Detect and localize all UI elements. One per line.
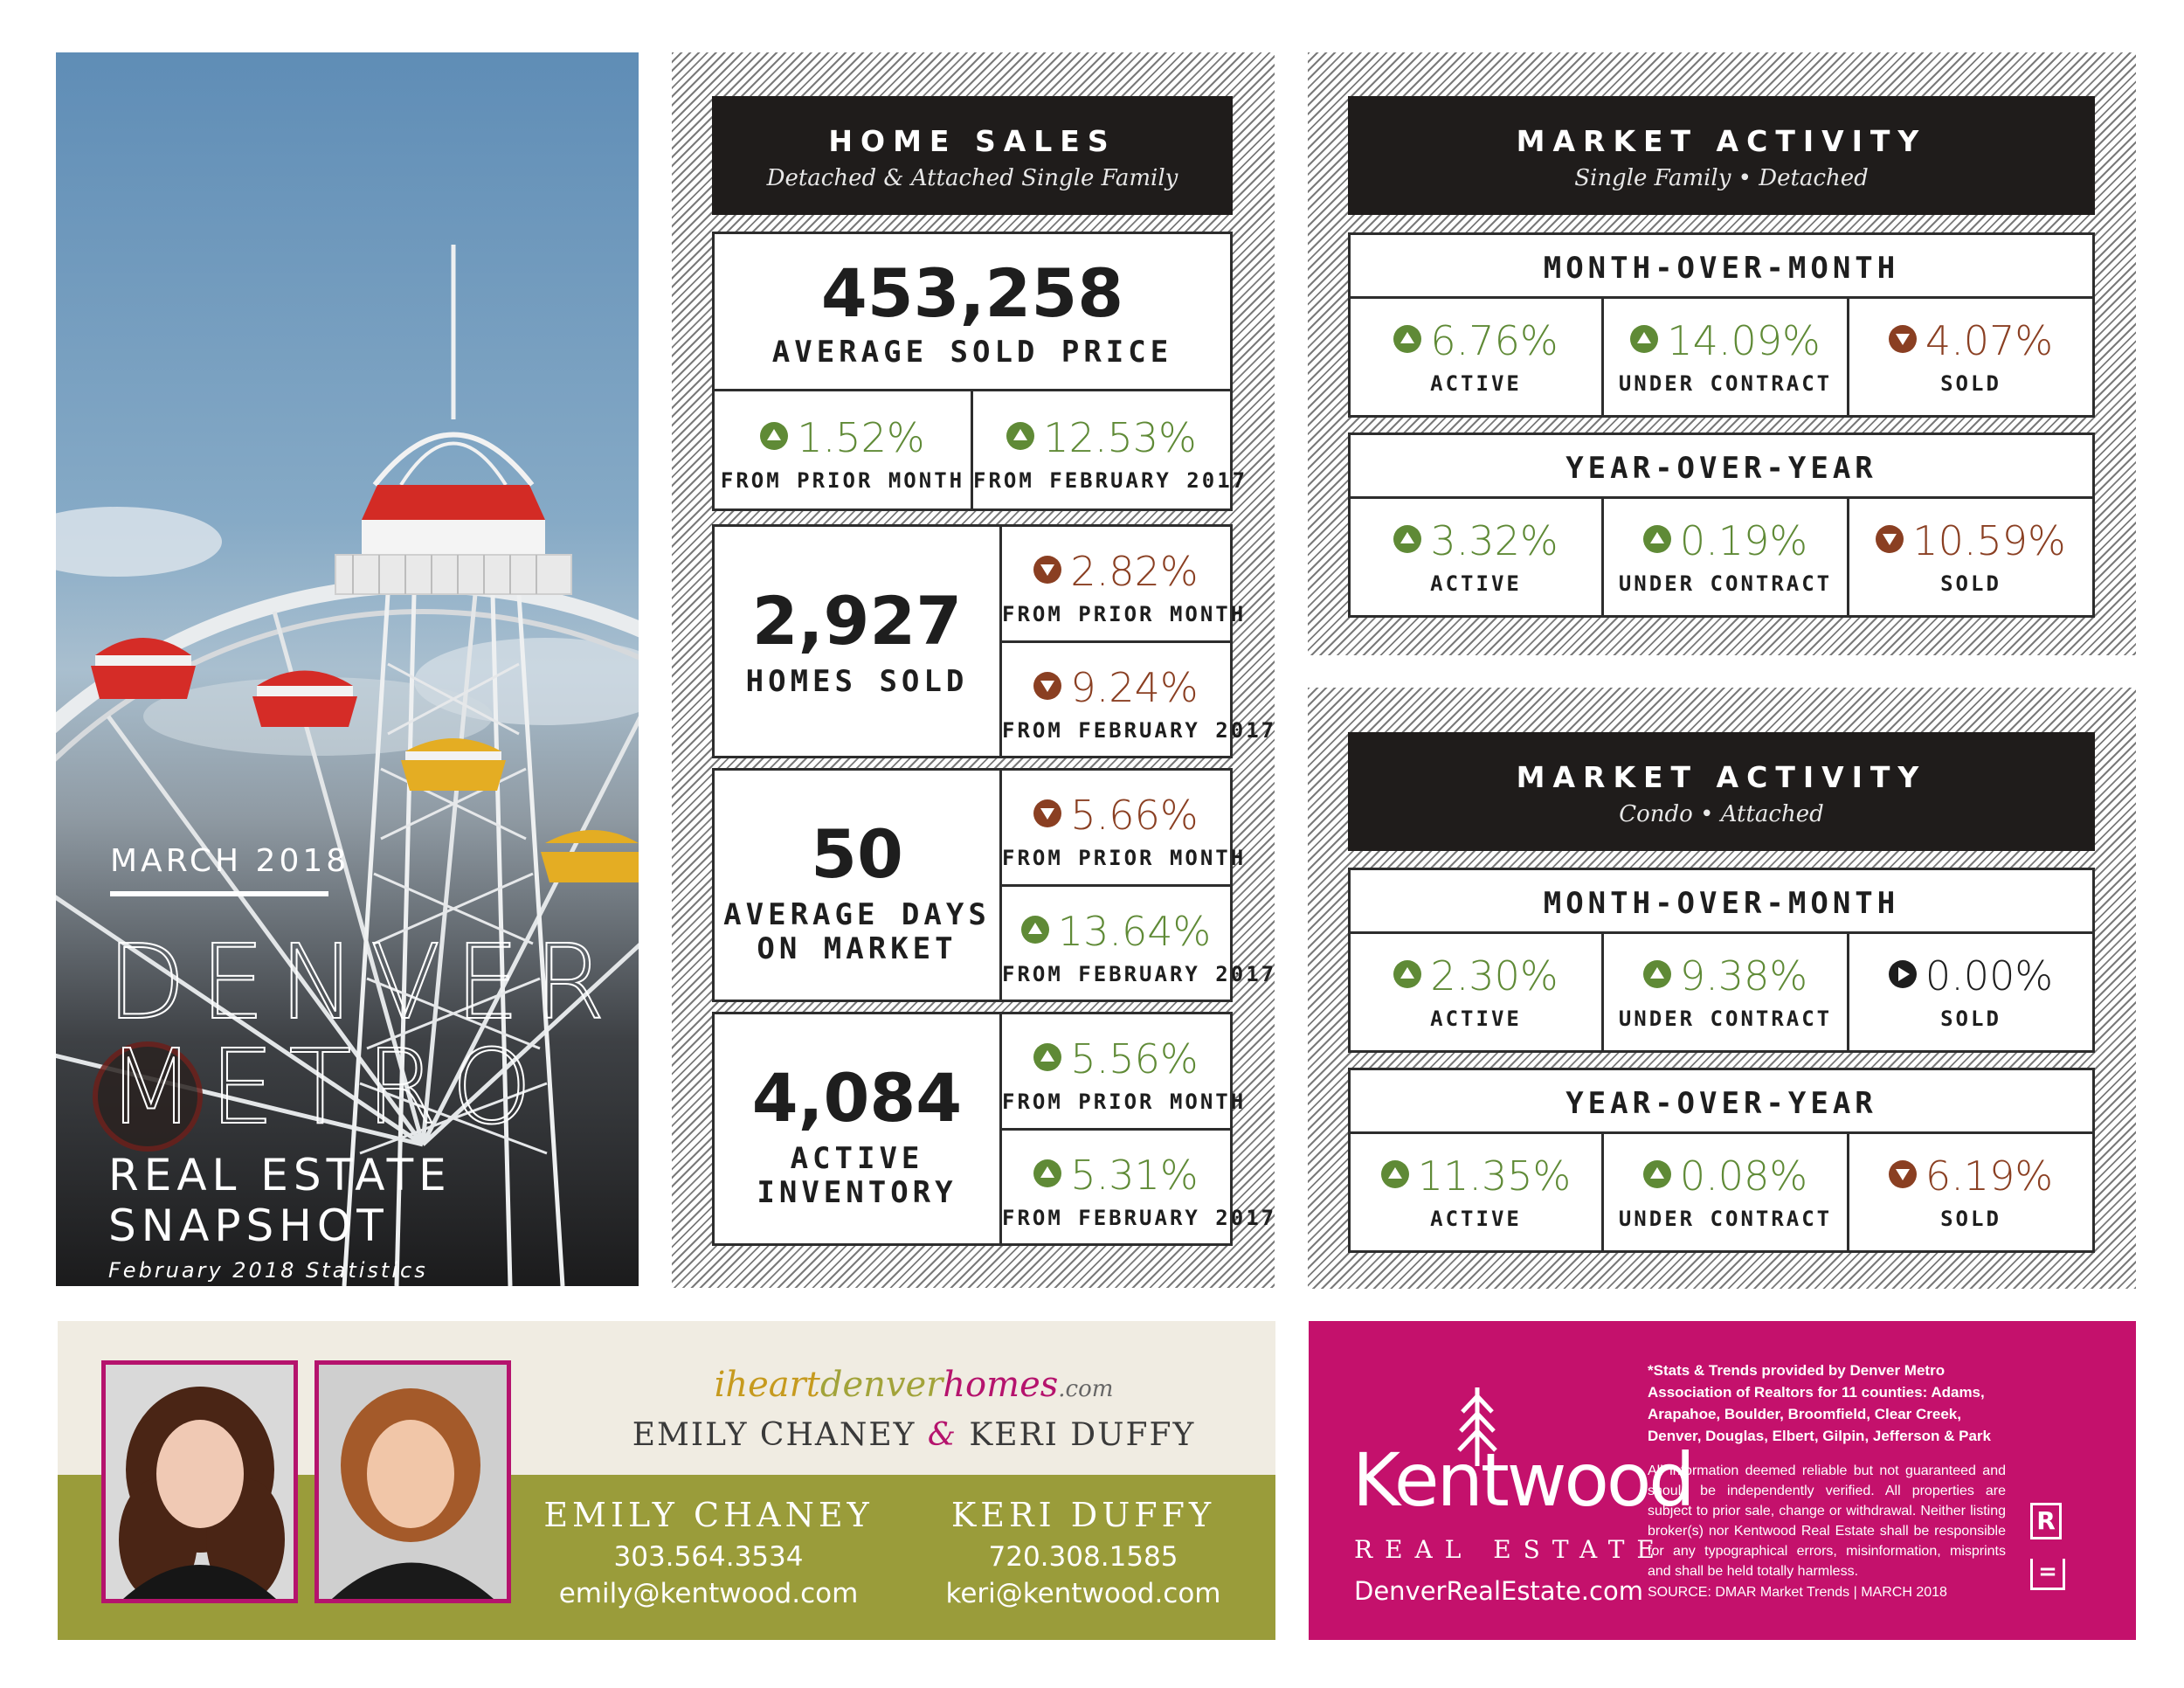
market-attached-subtitle: Condo • Attached xyxy=(1619,801,1824,827)
source-line: SOURCE: DMAR Market Trends | MARCH 2018 xyxy=(1648,1585,1947,1600)
active-inventory-mom-pct: 5.56% xyxy=(1002,1039,1230,1079)
arrow-down-icon xyxy=(1889,1160,1917,1188)
cover-title-line2: METRO xyxy=(107,1027,547,1147)
arrow-up-icon xyxy=(1033,1043,1061,1071)
cover-subtitle-line1: REAL ESTATE xyxy=(108,1150,452,1200)
keri-portrait-icon xyxy=(319,1365,507,1599)
market-attached-header xyxy=(1348,732,2095,851)
homes-sold-card xyxy=(712,524,1277,758)
keri-contact xyxy=(917,1496,1249,1609)
days-on-market-label-1: AVERAGE DAYS xyxy=(723,897,991,932)
market-detached-title: MARKET ACTIVITY xyxy=(1516,124,1927,158)
avg-price-mom-label: FROM PRIOR MONTH xyxy=(720,468,965,493)
market-attached-title: MARKET ACTIVITY xyxy=(1516,760,1927,794)
home-sales-title: HOME SALES xyxy=(828,124,1116,158)
homes-sold-mom-label: FROM PRIOR MONTH xyxy=(1002,602,1247,626)
days-on-market-label-2: ON MARKET xyxy=(757,931,957,967)
arrow-up-icon xyxy=(1006,422,1034,450)
avg-price-yoy-label: FROM FEBRUARY 2017 xyxy=(973,468,1248,493)
detached-yoy-uc-pct: 0.19% xyxy=(1604,521,1847,561)
attached-mom-uc-pct: 9.38% xyxy=(1604,956,1847,996)
attached-mom-title: MONTH-OVER-MONTH xyxy=(1543,886,1900,921)
detached-mom-active-pct: 6.76% xyxy=(1351,321,1601,361)
arrow-up-icon xyxy=(1393,525,1421,553)
attached-mom-sold-label: SOLD xyxy=(1940,1007,2001,1031)
homes-sold-yoy-pct: 9.24% xyxy=(1002,668,1230,708)
days-on-market-yoy-label: FROM FEBRUARY 2017 xyxy=(1002,962,1277,986)
arrow-up-icon xyxy=(1381,1160,1409,1188)
attached-yoy-title: YEAR-OVER-YEAR xyxy=(1565,1086,1877,1121)
attached-yoy-uc-label: UNDER CONTRACT xyxy=(1618,1207,1833,1231)
detached-yoy-sold-pct: 10.59% xyxy=(1849,521,2092,561)
detached-yoy-uc-label: UNDER CONTRACT xyxy=(1618,571,1833,596)
active-inventory-value: 4,084 xyxy=(751,1059,963,1137)
arrow-up-icon xyxy=(1643,960,1671,988)
attached-yoy-active-label: ACTIVE xyxy=(1430,1207,1522,1231)
days-on-market-value: 50 xyxy=(811,815,903,893)
cover-date: MARCH 2018 xyxy=(110,843,350,879)
active-inventory-card xyxy=(712,1012,1277,1246)
arrow-up-icon xyxy=(760,422,788,450)
arrow-down-icon xyxy=(1876,525,1904,553)
detached-yoy-active-label: ACTIVE xyxy=(1430,571,1522,596)
homes-sold-label: HOMES SOLD xyxy=(745,664,969,699)
market-detached-subtitle: Single Family • Detached xyxy=(1574,165,1869,191)
days-on-market-mom-pct: 5.66% xyxy=(1002,795,1230,835)
attached-yoy-sold-pct: 6.19% xyxy=(1849,1156,2092,1196)
days-on-market-yoy-pct: 13.64% xyxy=(1002,911,1230,951)
attached-mom-active-pct: 2.30% xyxy=(1351,956,1601,996)
active-inventory-yoy-label: FROM FEBRUARY 2017 xyxy=(1002,1206,1277,1230)
arrow-up-icon xyxy=(1643,525,1671,553)
agents-names-heading: EMILY CHANEY & KERI DUFFY xyxy=(632,1417,1196,1453)
attached-yoy-active-pct: 11.35% xyxy=(1351,1156,1601,1196)
active-inventory-label-2: INVENTORY xyxy=(757,1175,957,1211)
detached-mom-uc-label: UNDER CONTRACT xyxy=(1618,371,1833,396)
arrow-up-icon xyxy=(1393,960,1421,988)
realtor-icon: R xyxy=(2030,1503,2062,1539)
avg-price-yoy-pct: 12.53% xyxy=(973,418,1230,458)
keri-email[interactable]: keri@kentwood.com xyxy=(945,1578,1221,1609)
days-on-market-mom-label: FROM PRIOR MONTH xyxy=(1002,846,1247,870)
arrow-down-icon xyxy=(1033,799,1061,827)
emily-phone[interactable]: 303.564.3534 xyxy=(613,1541,804,1573)
agents-banner xyxy=(58,1321,1275,1640)
attached-yoy-card xyxy=(1348,1068,2095,1253)
kentwood-real-estate: REAL ESTATE xyxy=(1354,1535,1667,1564)
homes-sold-value: 2,927 xyxy=(751,582,963,660)
detached-yoy-card xyxy=(1348,432,2095,618)
active-inventory-yoy-pct: 5.31% xyxy=(1002,1155,1230,1195)
keri-phone[interactable]: 720.308.1585 xyxy=(988,1541,1178,1573)
cover-subtitle-line2: SNAPSHOT xyxy=(108,1200,389,1251)
arrow-up-icon xyxy=(1033,1159,1061,1187)
home-sales-subtitle: Detached & Attached Single Family xyxy=(766,165,1178,191)
avg-sold-price-value: 453,258 xyxy=(820,254,1124,332)
avg-price-mom-pct: 1.52% xyxy=(715,418,971,458)
equal-housing-icon: = xyxy=(2030,1559,2065,1590)
detached-mom-active-label: ACTIVE xyxy=(1430,371,1522,396)
kentwood-url[interactable]: DenverRealEstate.com xyxy=(1354,1576,1643,1606)
arrow-up-icon xyxy=(1643,1160,1671,1188)
active-inventory-label-1: ACTIVE xyxy=(790,1141,924,1176)
detached-yoy-active-pct: 3.32% xyxy=(1351,521,1601,561)
detached-yoy-sold-label: SOLD xyxy=(1940,571,2001,596)
arrow-down-icon xyxy=(1889,325,1917,353)
home-sales-header xyxy=(712,96,1233,215)
market-detached-header xyxy=(1348,96,2095,215)
attached-mom-sold-pct: 0.00% xyxy=(1849,956,2092,996)
kentwood-logo: Kentwood xyxy=(1352,1437,1693,1523)
cover-title-line1: DENVER xyxy=(107,922,619,1042)
detached-yoy-title: YEAR-OVER-YEAR xyxy=(1565,451,1877,486)
attached-mom-active-label: ACTIVE xyxy=(1430,1007,1522,1031)
avg-sold-price-label: AVERAGE SOLD PRICE xyxy=(771,335,1173,370)
emily-portrait-icon xyxy=(106,1365,294,1599)
detached-mom-card xyxy=(1348,232,2095,418)
homes-sold-mom-pct: 2.82% xyxy=(1002,551,1230,591)
attached-mom-card xyxy=(1348,868,2095,1053)
detached-mom-uc-pct: 14.09% xyxy=(1604,321,1847,361)
brand-logo: iheartdenverhomes.com xyxy=(714,1365,1114,1405)
arrow-up-icon xyxy=(1021,916,1049,944)
cover-panel xyxy=(56,52,639,1286)
detached-mom-sold-label: SOLD xyxy=(1940,371,2001,396)
keri-name: KERI DUFFY xyxy=(950,1496,1216,1534)
detached-mom-sold-pct: 4.07% xyxy=(1849,321,2092,361)
days-on-market-card xyxy=(712,768,1277,1002)
attached-yoy-uc-pct: 0.08% xyxy=(1604,1156,1847,1196)
arrow-down-icon xyxy=(1033,556,1061,584)
cover-stats-period: February 2018 Statistics xyxy=(108,1258,428,1283)
cover-divider xyxy=(110,891,328,896)
keri-photo xyxy=(314,1360,511,1603)
attached-mom-uc-label: UNDER CONTRACT xyxy=(1618,1007,1833,1031)
arrow-up-icon xyxy=(1393,325,1421,353)
disclaimer: All information deemed reliable but not guaranteed and should be independently verified. All properties are subject to prior sale, change or withdrawal. Neither listing broker(s) nor Kentwood Real Estate shall be responsible for any typographical errors, misinformation, misprints and shall be held totally harmless. xyxy=(1648,1463,2006,1579)
emily-photo xyxy=(101,1360,298,1603)
active-inventory-mom-label: FROM PRIOR MONTH xyxy=(1002,1090,1247,1114)
emily-email[interactable]: emily@kentwood.com xyxy=(558,1578,859,1609)
stats-source-note: *Stats & Trends provided by Denver Metro Association of Realtors for 11 counties: Adams, Arapahoe, Boulder, Broomfield, Clear Creek, Denver, Douglas, Elbert, Gilpin, Jefferson & Park xyxy=(1648,1362,1992,1444)
homes-sold-yoy-label: FROM FEBRUARY 2017 xyxy=(1002,718,1277,743)
kentwood-banner xyxy=(1309,1321,2136,1640)
arrow-down-icon xyxy=(1033,672,1061,700)
attached-yoy-sold-label: SOLD xyxy=(1940,1207,2001,1231)
avg-sold-price-card xyxy=(712,232,1248,511)
arrow-right-icon xyxy=(1889,960,1917,988)
emily-name: EMILY CHANEY xyxy=(543,1496,874,1534)
detached-mom-title: MONTH-OVER-MONTH xyxy=(1543,251,1900,286)
emily-contact xyxy=(543,1496,874,1609)
arrow-up-icon xyxy=(1630,325,1658,353)
